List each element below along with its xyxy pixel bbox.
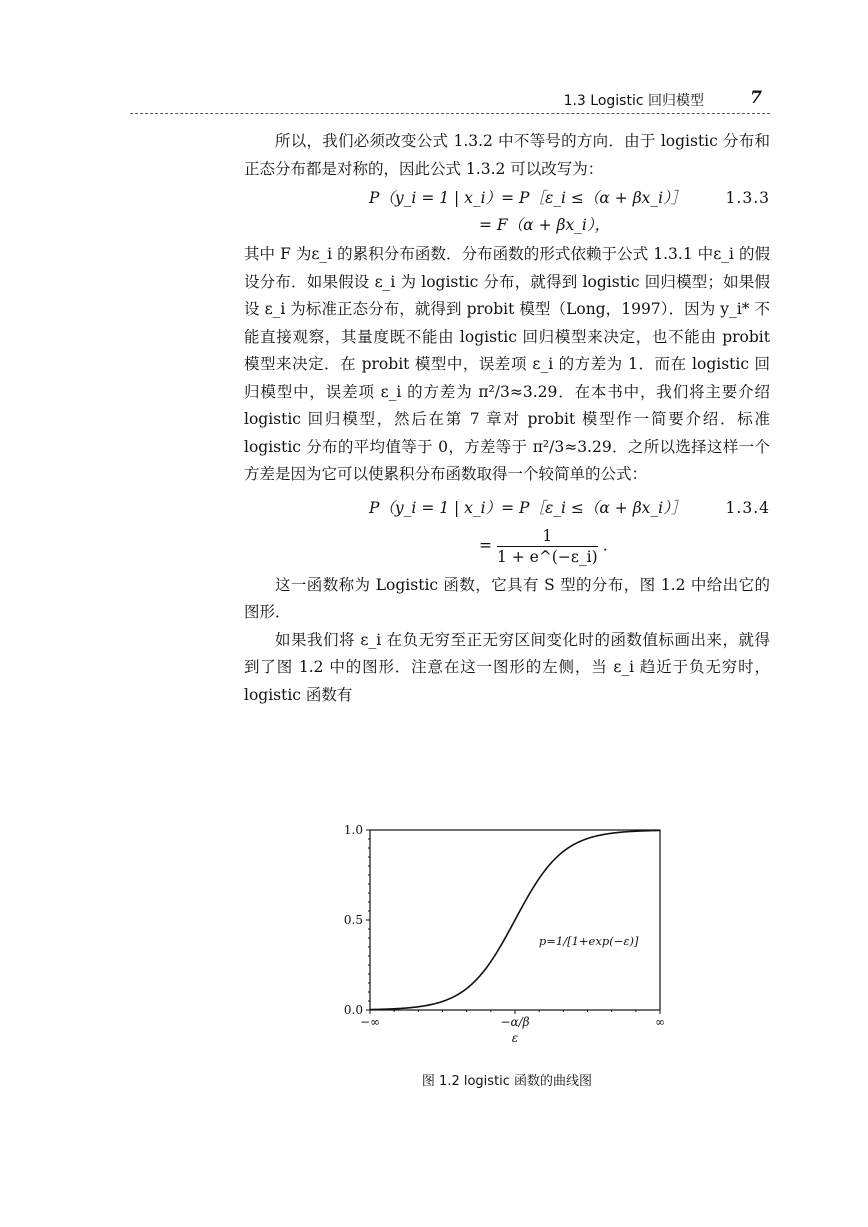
logistic-chart xyxy=(320,818,700,1058)
eq134-fraction xyxy=(497,526,598,567)
eq134-numerator: 1 xyxy=(497,526,598,547)
paragraph-1: 所以，我们必须改变公式 1.3.2 中不等号的方向．由于 logistic 分布和正态分布都是对称的，因此公式 1.3.2 可以改写为： xyxy=(244,132,770,178)
y-tick-label: 1.0 xyxy=(343,823,363,837)
curve-annotation: p=1/[1+exp(−ε)] xyxy=(538,934,639,949)
paragraph-2: 其中 F 为ε_i 的累积分布函数．分布函数的形式依赖于公式 1.3.1 中ε_i 的假设分布．如果假设 ε_i 为 logistic 分布，就得到 logistic 回归模型；如果假设 ε_i 为标准正态分布，就得到 probit 模型（Long，1997）．因为 y_i* 不能直接观察，其量度既不能由 logistic 回归模型来决定，也不能由 probit 模型来决定．在 probit 模型中，误差项 ε_i 的方差为 1．而在 logistic 回归模型中，误差项 ε_i 的方差为 π²/3≈3.29．在本书中，我们将主要介绍 logistic 回归模型，然后在第 7 章对 probit 模型作一简要介绍．标准 logistic 分布的平均值等于 0，方差等于 π²/3≈3.29．之所以选择这样一个方差是因为它可以使累积分布函数取得一个较简单的公式： xyxy=(244,245,770,483)
eq134-fraction-line xyxy=(479,526,618,567)
y-tick-label: 0.5 xyxy=(343,913,363,927)
figure-logistic-curve xyxy=(320,818,700,1058)
figure-caption: 图 1.2 logistic 函数的曲线图 xyxy=(421,1074,593,1089)
running-header xyxy=(120,88,770,110)
x-tick-label: ∞ xyxy=(655,1015,665,1029)
eq134-denominator: 1 + e^(−ε_i) xyxy=(496,547,598,566)
eq133-line1: P（y_i = 1 | x_i）= P［ε_i ≤（α + βx_i）］ xyxy=(369,189,687,207)
eq134-prefix: = xyxy=(479,536,492,554)
x-tick-label: −α/β xyxy=(500,1015,530,1029)
y-tick-label: 0.0 xyxy=(343,1003,363,1017)
page-number: 7 xyxy=(750,88,762,108)
section-title: 1.3 Logistic 回归模型 xyxy=(563,93,704,109)
eq134-line1: P（y_i = 1 | x_i）= P［ε_i ≤（α + βx_i）］ xyxy=(369,498,687,517)
paragraph-4: 如果我们将 ε_i 在负无穷至正无穷区间变化时的函数值标画出来，就得到了图 1.2 中的图形．注意在这一图形的左侧，当 ε_i 趋近于负无穷时，logistic 函数有 xyxy=(244,630,770,704)
eq133-line2: = F（α + βx_i）， xyxy=(479,216,611,234)
equation-1-3-4 xyxy=(244,495,770,570)
x-axis-label: ε xyxy=(511,1031,519,1045)
equation-1-3-3 xyxy=(244,185,770,239)
paragraph-3: 这一函数称为 Logistic 函数，它具有 S 型的分布，图 1.2 中给出它的图形． xyxy=(244,575,770,621)
eq134-suffix: ． xyxy=(602,536,619,554)
eq134-number: 1.3.4 xyxy=(725,498,770,517)
eq133-number: 1.3.3 xyxy=(725,189,770,207)
body-text xyxy=(244,128,770,709)
x-tick-label: −∞ xyxy=(359,1015,381,1029)
header-rule xyxy=(130,113,770,114)
